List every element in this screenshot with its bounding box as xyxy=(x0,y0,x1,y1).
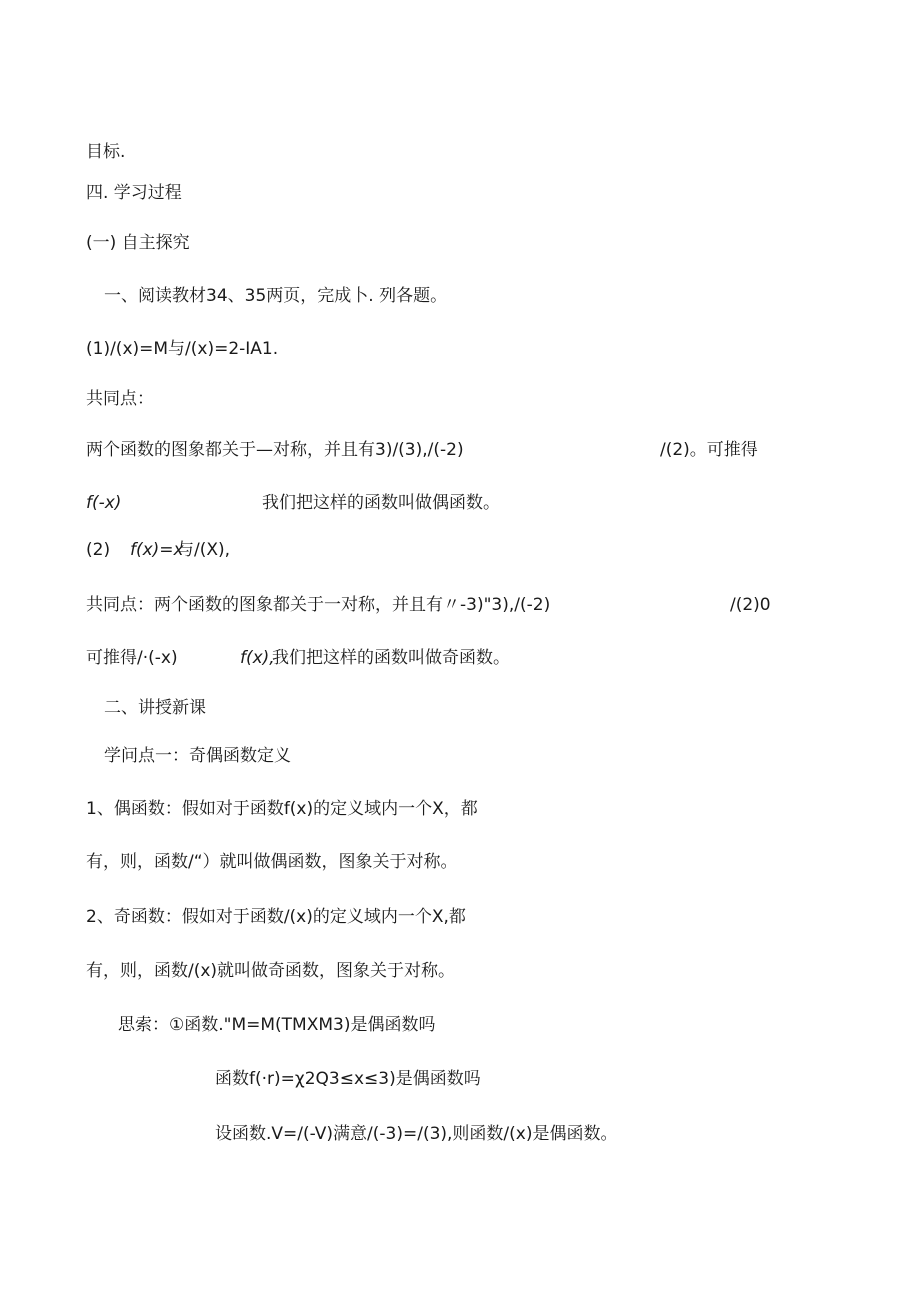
common-point-text: 共同点： xyxy=(86,389,154,409)
even-symmetry-text: 两个函数的图象都关于—对称，并且有3)/(3),/(-2) xyxy=(86,440,464,460)
odd-symmetry-value: /(2)0 xyxy=(730,595,771,615)
reading-task-text: 一、阅读教材34、35两页，完成卜. 列各题。 xyxy=(104,286,448,306)
odd-fx-expression: f(x), xyxy=(240,648,275,668)
think-question-two-text: 函数f(·r)=χ2Q3≤x≤3)是偶函数吗 xyxy=(215,1069,481,1089)
even-function-definition-text: 1、偶函数：假如对于函数f(x)的定义域内一个X，都 xyxy=(86,799,478,819)
odd-symmetry-text: 共同点：两个函数的图象都关于一对称，并且有〃-3)"3),/(-2) xyxy=(86,595,551,615)
knowledge-point-text: 学问点一：奇偶函数定义 xyxy=(104,746,291,766)
think-question-three-text: 设函数.V=/(-V)满意/(-3)=/(3),则函数/(x)是偶函数。 xyxy=(215,1124,618,1144)
question-one-text: (1)/(x)=M与/(x)=2-IA1. xyxy=(86,339,279,359)
goal-text: 目标. xyxy=(86,142,126,162)
question-two-number: (2) xyxy=(86,540,111,560)
question-two-fx: f(x)=x xyxy=(130,540,184,560)
even-definition-text: 我们把这样的函数叫做偶函数。 xyxy=(262,493,500,513)
think-question-one-text: 思索：①函数."M=M(TMXM3)是偶函数吗 xyxy=(118,1015,436,1035)
new-lesson-text: 二、讲授新课 xyxy=(104,698,206,718)
odd-function-conclusion-text: 有，则，函数/(x)就叫做奇函数，图象关于对称。 xyxy=(86,961,456,981)
odd-definition-text: 我们把这样的函数叫做奇函数。 xyxy=(272,648,510,668)
even-fx-expression: f(-x) xyxy=(86,493,122,513)
question-two-rest: 与/(X), xyxy=(177,540,231,560)
odd-deduce-text: 可推得/·(-x) xyxy=(86,648,178,668)
section-four-text: 四. 学习过程 xyxy=(86,183,182,203)
subsection-self-study-text: (一) 自主探究 xyxy=(86,233,190,253)
even-function-conclusion-text: 有，则，函数/“）就叫做偶函数，图象关于对称。 xyxy=(86,852,458,872)
odd-function-definition-text: 2、奇函数：假如对于函数/(x)的定义域内一个X,都 xyxy=(86,907,466,927)
even-symmetry-deduce: /(2)。可推得 xyxy=(660,440,758,460)
